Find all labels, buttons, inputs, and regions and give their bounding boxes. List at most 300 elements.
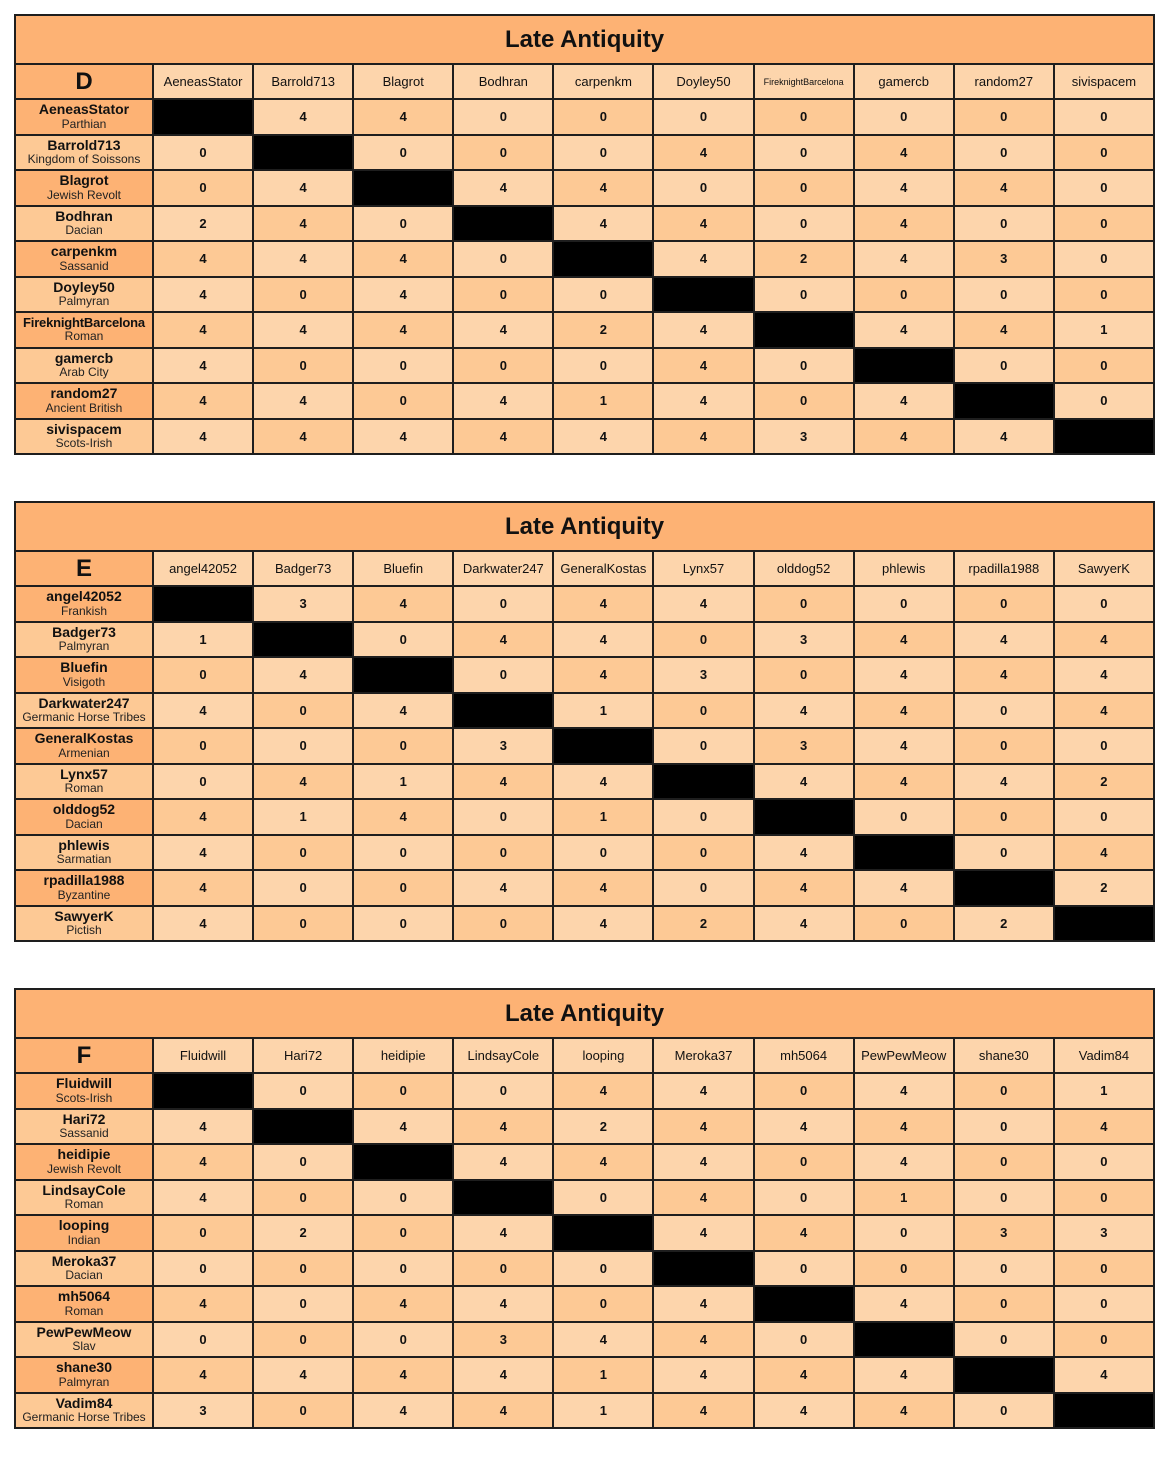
- score-cell: 4: [153, 1286, 253, 1322]
- army-name: Kingdom of Soissons: [27, 152, 141, 167]
- score-cell: 4: [954, 170, 1054, 206]
- player-name: Meroka37: [51, 1252, 117, 1269]
- score-cell: 0: [153, 657, 253, 693]
- score-cell: 0: [854, 1251, 954, 1287]
- army-name: Dacian: [65, 1268, 103, 1283]
- score-cell: 4: [653, 586, 753, 622]
- score-cell: 2: [1054, 870, 1154, 906]
- army-name: Germanic Horse Tribes: [22, 1410, 146, 1425]
- score-cell: 4: [653, 312, 753, 348]
- self-match-cell: [153, 99, 253, 135]
- score-cell: 4: [954, 622, 1054, 658]
- table-row: [15, 348, 1154, 384]
- score-cell: 4: [854, 1073, 954, 1109]
- score-cell: 4: [754, 1109, 854, 1145]
- row-player-cell: [15, 870, 153, 906]
- score-cell: 0: [954, 99, 1054, 135]
- self-match-cell: [1054, 419, 1154, 455]
- score-cell: 0: [553, 348, 653, 384]
- player-name: Lynx57: [60, 765, 108, 782]
- score-cell: 3: [453, 728, 553, 764]
- score-cell: 4: [854, 1357, 954, 1393]
- score-cell: 4: [553, 657, 653, 693]
- army-name: Jewish Revolt: [46, 1161, 122, 1176]
- score-cell: 4: [553, 622, 653, 658]
- army-name: Slav: [72, 1339, 96, 1354]
- results-grid-f: [14, 988, 1155, 1429]
- row-player-cell: [15, 1109, 153, 1145]
- score-cell: 0: [553, 277, 653, 313]
- score-cell: 0: [754, 1322, 854, 1358]
- row-player-cell: [15, 622, 153, 658]
- score-cell: 0: [954, 1393, 1054, 1429]
- score-cell: 0: [754, 657, 854, 693]
- score-cell: 4: [453, 383, 553, 419]
- score-cell: 0: [453, 1073, 553, 1109]
- score-cell: 4: [453, 1215, 553, 1251]
- row-player-cell: [15, 1357, 153, 1393]
- player-name: sivispacem: [46, 420, 122, 437]
- results-grid-d: [14, 14, 1155, 455]
- score-cell: 4: [854, 728, 954, 764]
- score-cell: 4: [1054, 835, 1154, 871]
- score-cell: 4: [153, 312, 253, 348]
- score-cell: 3: [954, 241, 1054, 277]
- score-cell: 0: [453, 657, 553, 693]
- score-cell: 0: [353, 348, 453, 384]
- score-cell: 0: [1054, 799, 1154, 835]
- score-cell: 0: [954, 348, 1054, 384]
- score-cell: 0: [1054, 99, 1154, 135]
- score-cell: 4: [854, 241, 954, 277]
- score-cell: 4: [1054, 1109, 1154, 1145]
- column-header: phlewis: [854, 551, 954, 586]
- table-row: [15, 1144, 1154, 1180]
- score-cell: 0: [1054, 1322, 1154, 1358]
- army-name: Scots-Irish: [55, 1090, 113, 1105]
- table-row: [15, 135, 1154, 171]
- score-cell: 0: [754, 348, 854, 384]
- score-cell: 4: [854, 206, 954, 242]
- score-cell: 3: [754, 622, 854, 658]
- score-cell: 1: [553, 383, 653, 419]
- score-cell: 0: [854, 99, 954, 135]
- pool-table-e: [14, 501, 1155, 942]
- self-match-cell: [1054, 906, 1154, 942]
- group-label: E: [15, 551, 153, 586]
- self-match-cell: [754, 799, 854, 835]
- score-cell: 0: [653, 622, 753, 658]
- self-match-cell: [553, 1215, 653, 1251]
- score-cell: 4: [353, 586, 453, 622]
- column-header: PewPewMeow: [854, 1038, 954, 1073]
- score-cell: 2: [253, 1215, 353, 1251]
- player-name: Blagrot: [59, 172, 109, 189]
- column-header: Bluefin: [353, 551, 453, 586]
- score-cell: 0: [153, 135, 253, 171]
- pool-table-d: [14, 14, 1155, 455]
- score-cell: 0: [954, 1322, 1054, 1358]
- player-name: Bodhran: [55, 207, 113, 224]
- self-match-cell: [453, 206, 553, 242]
- army-name: Palmyran: [58, 294, 110, 309]
- score-cell: 0: [353, 622, 453, 658]
- score-cell: 0: [954, 277, 1054, 313]
- player-name: Vadim84: [55, 1394, 113, 1411]
- column-header: sivispacem: [1054, 64, 1154, 99]
- score-cell: 2: [1054, 764, 1154, 800]
- score-cell: 0: [253, 1393, 353, 1429]
- score-cell: 4: [553, 906, 653, 942]
- self-match-cell: [453, 1180, 553, 1216]
- score-cell: 4: [754, 906, 854, 942]
- player-name: Fluidwill: [56, 1075, 112, 1092]
- score-cell: 4: [854, 622, 954, 658]
- score-cell: 0: [453, 135, 553, 171]
- score-cell: 4: [754, 1215, 854, 1251]
- score-cell: 0: [153, 728, 253, 764]
- score-cell: 4: [854, 1393, 954, 1429]
- score-cell: 4: [553, 870, 653, 906]
- player-name: Barrold713: [47, 136, 121, 153]
- column-header: mh5064: [754, 1038, 854, 1073]
- column-header: Fluidwill: [153, 1038, 253, 1073]
- army-name: Visigoth: [62, 674, 106, 689]
- score-cell: 4: [253, 170, 353, 206]
- score-cell: 1: [553, 799, 653, 835]
- column-header: Hari72: [253, 1038, 353, 1073]
- score-cell: 4: [453, 1286, 553, 1322]
- score-cell: 0: [353, 1251, 453, 1287]
- score-cell: 0: [453, 348, 553, 384]
- table-row: [15, 1109, 1154, 1145]
- army-name: Armenian: [58, 745, 110, 760]
- column-header: Darkwater247: [453, 551, 553, 586]
- score-cell: 0: [653, 835, 753, 871]
- table-row: [15, 1357, 1154, 1393]
- table-row: [15, 870, 1154, 906]
- score-cell: 4: [653, 383, 753, 419]
- army-name: Sarmatian: [56, 852, 112, 867]
- score-cell: 4: [453, 170, 553, 206]
- row-player-cell: [15, 383, 153, 419]
- row-player-cell: [15, 764, 153, 800]
- score-cell: 0: [854, 1215, 954, 1251]
- score-cell: 4: [353, 1393, 453, 1429]
- army-name: Frankish: [60, 603, 107, 618]
- score-cell: 3: [253, 586, 353, 622]
- score-cell: 0: [653, 170, 753, 206]
- score-cell: 4: [653, 135, 753, 171]
- score-cell: 0: [553, 1286, 653, 1322]
- pool-title: Late Antiquity: [15, 989, 1154, 1038]
- score-cell: 4: [453, 764, 553, 800]
- row-player-cell: [15, 799, 153, 835]
- score-cell: 4: [653, 419, 753, 455]
- column-header: Blagrot: [353, 64, 453, 99]
- score-cell: 0: [754, 586, 854, 622]
- column-header: Lynx57: [653, 551, 753, 586]
- score-cell: 4: [453, 419, 553, 455]
- self-match-cell: [153, 586, 253, 622]
- table-row: [15, 419, 1154, 455]
- score-cell: 2: [553, 312, 653, 348]
- score-cell: 4: [954, 657, 1054, 693]
- player-name: Doyley50: [53, 278, 115, 295]
- row-player-cell: [15, 135, 153, 171]
- table-row: [15, 835, 1154, 871]
- score-cell: 4: [954, 764, 1054, 800]
- score-cell: 0: [854, 586, 954, 622]
- score-cell: 0: [1054, 277, 1154, 313]
- score-cell: 4: [653, 1286, 753, 1322]
- row-player-cell: [15, 99, 153, 135]
- self-match-cell: [353, 170, 453, 206]
- score-cell: 3: [954, 1215, 1054, 1251]
- score-cell: 0: [153, 1322, 253, 1358]
- column-header: heidipie: [353, 1038, 453, 1073]
- score-cell: 0: [253, 693, 353, 729]
- score-cell: 0: [653, 728, 753, 764]
- score-cell: 4: [153, 1357, 253, 1393]
- table-row: [15, 657, 1154, 693]
- self-match-cell: [954, 870, 1054, 906]
- group-label: D: [15, 64, 153, 99]
- score-cell: 0: [854, 277, 954, 313]
- score-cell: 0: [353, 728, 453, 764]
- score-cell: 4: [854, 764, 954, 800]
- score-cell: 4: [253, 1357, 353, 1393]
- column-header: GeneralKostas: [553, 551, 653, 586]
- column-header: Vadim84: [1054, 1038, 1154, 1073]
- score-cell: 4: [1054, 657, 1154, 693]
- row-player-cell: [15, 728, 153, 764]
- self-match-cell: [854, 835, 954, 871]
- score-cell: 0: [854, 906, 954, 942]
- army-name: Ancient British: [45, 400, 123, 415]
- player-name: gamercb: [54, 349, 114, 366]
- score-cell: 4: [453, 622, 553, 658]
- score-cell: 0: [253, 1286, 353, 1322]
- pool-title: Late Antiquity: [15, 502, 1154, 551]
- score-cell: 0: [954, 1144, 1054, 1180]
- player-name: PewPewMeow: [36, 1323, 132, 1340]
- score-cell: 4: [153, 241, 253, 277]
- table-row: [15, 1180, 1154, 1216]
- score-cell: 4: [754, 835, 854, 871]
- score-cell: 4: [153, 693, 253, 729]
- score-cell: 0: [353, 206, 453, 242]
- table-row: [15, 312, 1154, 348]
- player-name: Hari72: [62, 1110, 106, 1127]
- pool-title: Late Antiquity: [15, 15, 1154, 64]
- row-player-cell: [15, 277, 153, 313]
- score-cell: 0: [253, 1144, 353, 1180]
- table-row: [15, 277, 1154, 313]
- score-cell: 4: [253, 241, 353, 277]
- self-match-cell: [653, 277, 753, 313]
- row-player-cell: [15, 1180, 153, 1216]
- score-cell: 0: [353, 135, 453, 171]
- score-cell: 4: [653, 1073, 753, 1109]
- army-name: Roman: [64, 781, 104, 796]
- score-cell: 0: [153, 764, 253, 800]
- score-cell: 0: [453, 1251, 553, 1287]
- score-cell: 3: [754, 728, 854, 764]
- score-cell: 1: [1054, 312, 1154, 348]
- score-cell: 0: [1054, 1251, 1154, 1287]
- score-cell: 4: [153, 1144, 253, 1180]
- row-player-cell: [15, 1073, 153, 1109]
- table-row: [15, 383, 1154, 419]
- column-header: Bodhran: [453, 64, 553, 99]
- score-cell: 4: [153, 277, 253, 313]
- score-cell: 0: [253, 1180, 353, 1216]
- score-cell: 4: [453, 1109, 553, 1145]
- score-cell: 4: [353, 799, 453, 835]
- score-cell: 0: [1054, 348, 1154, 384]
- army-name: Scots-Irish: [55, 436, 113, 451]
- score-cell: 4: [553, 764, 653, 800]
- score-cell: 0: [754, 1144, 854, 1180]
- army-name: Parthian: [61, 116, 107, 131]
- row-player-cell: [15, 241, 153, 277]
- self-match-cell: [453, 693, 553, 729]
- self-match-cell: [1054, 1393, 1154, 1429]
- score-cell: 4: [553, 206, 653, 242]
- score-cell: 2: [754, 241, 854, 277]
- score-cell: 4: [653, 1322, 753, 1358]
- score-cell: 0: [754, 383, 854, 419]
- table-row: [15, 906, 1154, 942]
- row-player-cell: [15, 693, 153, 729]
- row-player-cell: [15, 1144, 153, 1180]
- score-cell: 0: [1054, 586, 1154, 622]
- score-cell: 0: [353, 1322, 453, 1358]
- score-cell: 0: [153, 170, 253, 206]
- score-cell: 4: [153, 906, 253, 942]
- score-cell: 0: [954, 1251, 1054, 1287]
- score-cell: 3: [453, 1322, 553, 1358]
- score-cell: 4: [553, 1322, 653, 1358]
- table-row: [15, 99, 1154, 135]
- score-cell: 4: [653, 1215, 753, 1251]
- score-cell: 0: [1054, 1180, 1154, 1216]
- player-name: olddog52: [52, 801, 116, 818]
- army-name: Sassanid: [59, 1126, 109, 1141]
- score-cell: 4: [353, 99, 453, 135]
- score-cell: 4: [353, 419, 453, 455]
- score-cell: 4: [854, 657, 954, 693]
- score-cell: 0: [1054, 728, 1154, 764]
- row-player-cell: [15, 170, 153, 206]
- score-cell: 0: [453, 835, 553, 871]
- score-cell: 4: [854, 693, 954, 729]
- row-player-cell: [15, 206, 153, 242]
- row-player-cell: [15, 348, 153, 384]
- score-cell: 0: [453, 241, 553, 277]
- score-cell: 0: [353, 870, 453, 906]
- table-row: [15, 586, 1154, 622]
- score-cell: 4: [253, 764, 353, 800]
- score-cell: 0: [754, 1251, 854, 1287]
- score-cell: 0: [954, 799, 1054, 835]
- score-cell: 4: [253, 419, 353, 455]
- score-cell: 4: [1054, 693, 1154, 729]
- score-cell: 0: [453, 586, 553, 622]
- score-cell: 0: [653, 870, 753, 906]
- army-name: Sassanid: [59, 258, 109, 273]
- self-match-cell: [854, 1322, 954, 1358]
- score-cell: 4: [353, 312, 453, 348]
- score-cell: 2: [954, 906, 1054, 942]
- score-cell: 0: [954, 1109, 1054, 1145]
- score-cell: 0: [1054, 1144, 1154, 1180]
- score-cell: 0: [954, 206, 1054, 242]
- army-name: Roman: [64, 1197, 104, 1212]
- self-match-cell: [253, 1109, 353, 1145]
- table-row: [15, 1251, 1154, 1287]
- self-match-cell: [954, 1357, 1054, 1393]
- column-header: rpadilla1988: [954, 551, 1054, 586]
- score-cell: 4: [153, 1109, 253, 1145]
- score-cell: 4: [653, 348, 753, 384]
- score-cell: 0: [353, 1073, 453, 1109]
- score-cell: 4: [153, 870, 253, 906]
- score-cell: 0: [954, 835, 1054, 871]
- pool-table-f: [14, 988, 1155, 1429]
- row-player-cell: [15, 1251, 153, 1287]
- score-cell: 0: [754, 99, 854, 135]
- score-cell: 4: [253, 657, 353, 693]
- self-match-cell: [954, 383, 1054, 419]
- score-cell: 4: [153, 799, 253, 835]
- score-cell: 4: [453, 1393, 553, 1429]
- score-cell: 3: [1054, 1215, 1154, 1251]
- score-cell: 0: [353, 906, 453, 942]
- player-name: LindsayCole: [42, 1181, 126, 1198]
- score-cell: 4: [553, 586, 653, 622]
- score-cell: 4: [353, 1286, 453, 1322]
- score-cell: 4: [854, 170, 954, 206]
- table-row: [15, 206, 1154, 242]
- row-player-cell: [15, 906, 153, 942]
- score-cell: 4: [153, 835, 253, 871]
- row-player-cell: [15, 419, 153, 455]
- player-name: GeneralKostas: [34, 730, 134, 747]
- army-name: Pictish: [66, 923, 102, 938]
- score-cell: 4: [854, 135, 954, 171]
- score-cell: 0: [353, 1215, 453, 1251]
- score-cell: 4: [553, 170, 653, 206]
- army-name: Palmyran: [58, 639, 110, 654]
- score-cell: 4: [253, 206, 353, 242]
- army-name: Germanic Horse Tribes: [22, 710, 146, 725]
- score-cell: 4: [553, 1073, 653, 1109]
- player-name: Badger73: [52, 623, 116, 640]
- player-name: random27: [50, 385, 118, 402]
- score-cell: 0: [353, 1180, 453, 1216]
- score-cell: 0: [653, 799, 753, 835]
- self-match-cell: [253, 135, 353, 171]
- score-cell: 3: [153, 1393, 253, 1429]
- score-cell: 1: [253, 799, 353, 835]
- column-header: AeneasStator: [153, 64, 253, 99]
- score-cell: 0: [553, 1180, 653, 1216]
- score-cell: 0: [253, 728, 353, 764]
- score-cell: 0: [1054, 170, 1154, 206]
- score-cell: 4: [854, 312, 954, 348]
